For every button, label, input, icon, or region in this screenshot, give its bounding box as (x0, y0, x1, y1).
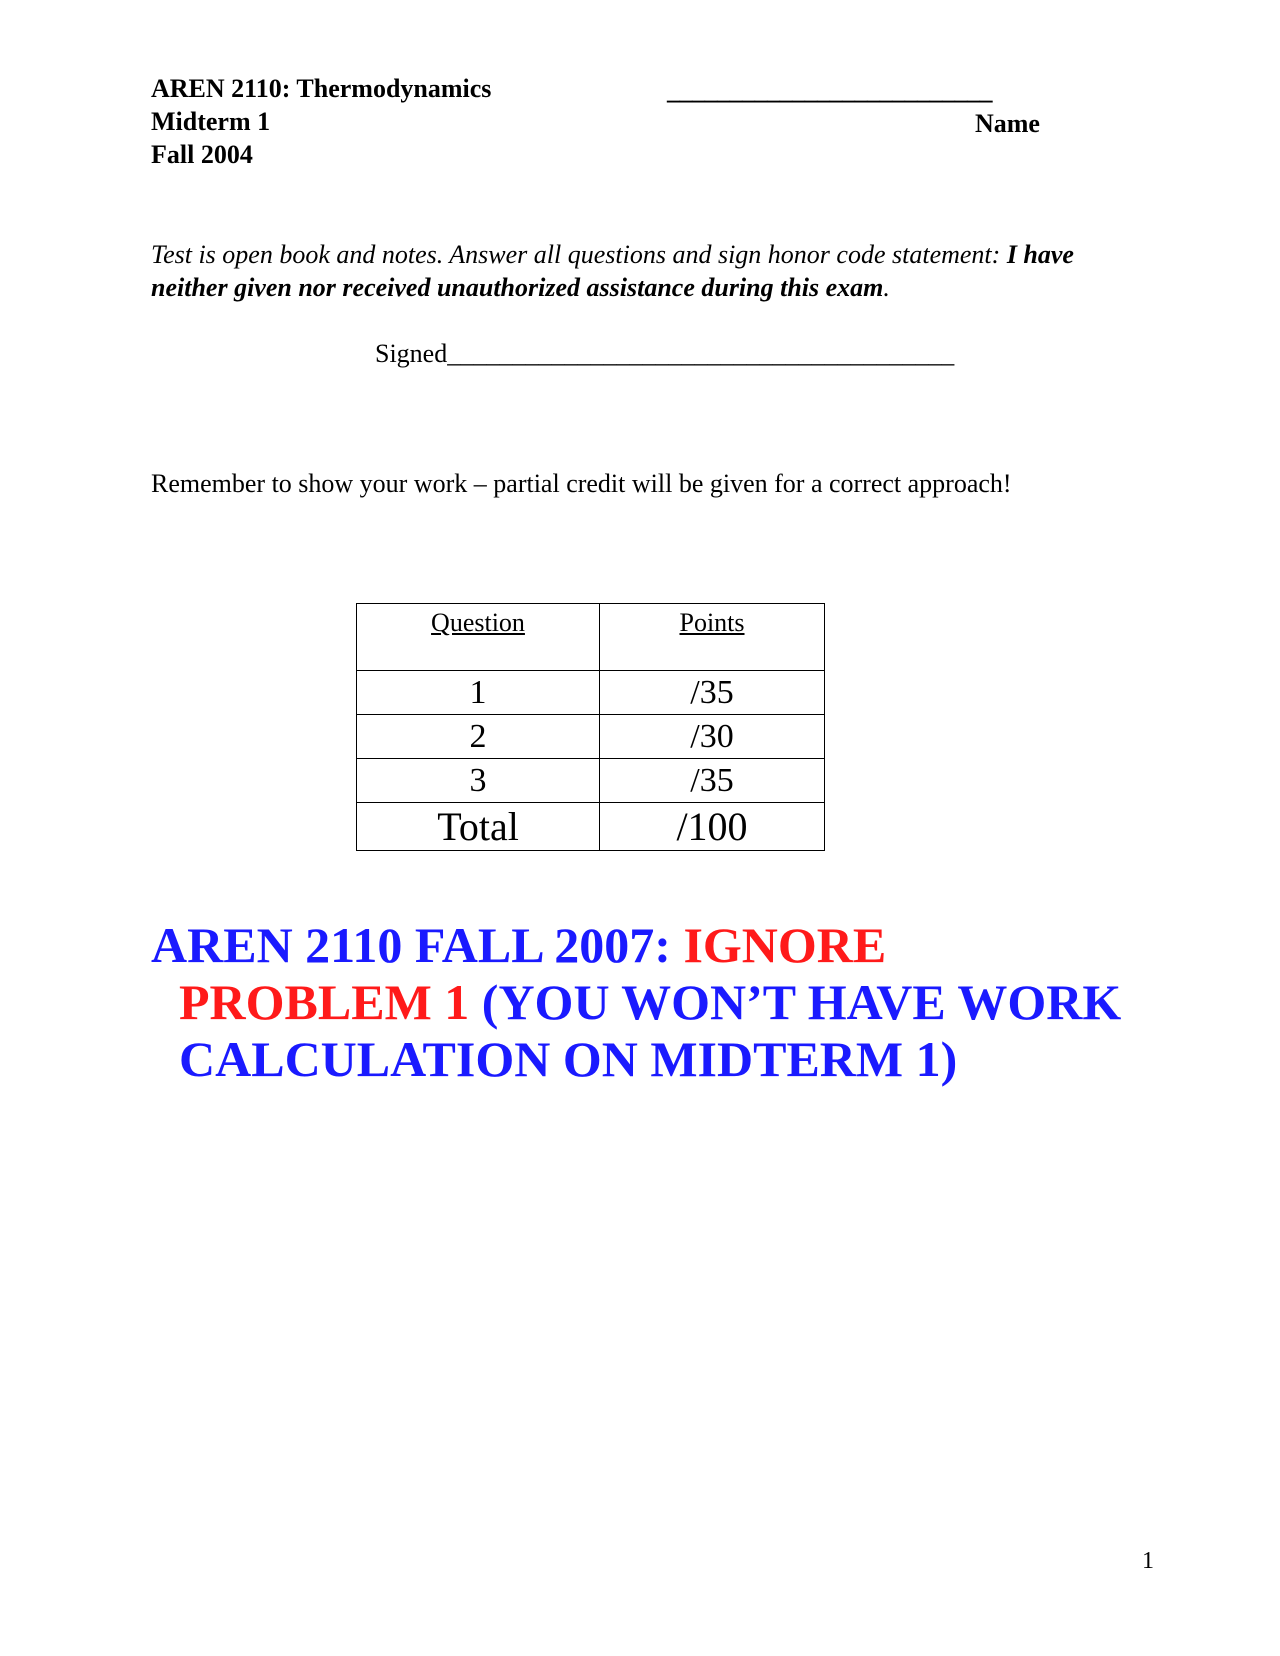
question-points: /35 (600, 759, 825, 803)
table-row (357, 671, 825, 715)
name-label: Name (975, 109, 1040, 138)
signature-line (375, 339, 954, 369)
question-number: 1 (357, 671, 600, 715)
notice-reason: (YOU WON’T HAVE WORK (469, 974, 1122, 1030)
notice-problem: PROBLEM 1 (179, 974, 470, 1030)
signed-label: Signed (375, 339, 448, 368)
question-number: 2 (357, 715, 600, 759)
notice-reason-cont: CALCULATION ON MIDTERM 1) (179, 1031, 958, 1087)
name-blank-line: __________________________ (667, 76, 992, 105)
total-points: /100 (600, 803, 825, 851)
page-number: 1 (1142, 1548, 1154, 1574)
instructions-end: . (883, 273, 890, 302)
total-label: Total (357, 803, 600, 851)
fall-2007-notice (151, 917, 1171, 1088)
question-points: /30 (600, 715, 825, 759)
instructions-text: Test is open book and notes. Answer all questions and sign honor code statement: (151, 240, 1007, 269)
table-row (357, 715, 825, 759)
question-number: 3 (357, 759, 600, 803)
exam-term: Fall 2004 (151, 140, 253, 169)
notice-course: AREN 2110 FALL 2007: (151, 917, 684, 973)
notice-ignore: IGNORE (683, 917, 887, 973)
table-total-row (357, 803, 825, 851)
reminder-text: Remember to show your work – partial credit will be given for a correct approach! (151, 469, 1012, 498)
exam-title: Midterm 1 (151, 107, 271, 136)
question-points: /35 (600, 671, 825, 715)
table-header-row (357, 604, 825, 671)
instructions (151, 238, 1151, 304)
honor-statement: I have neither given nor received unauthorized assistance during this exam (151, 240, 1074, 302)
signed-blank: _______________________________________ (447, 339, 955, 368)
points-header: Points (600, 604, 825, 671)
course-title: AREN 2110: Thermodynamics (151, 74, 492, 103)
score-table (356, 603, 825, 851)
question-header: Question (357, 604, 600, 671)
table-row (357, 759, 825, 803)
